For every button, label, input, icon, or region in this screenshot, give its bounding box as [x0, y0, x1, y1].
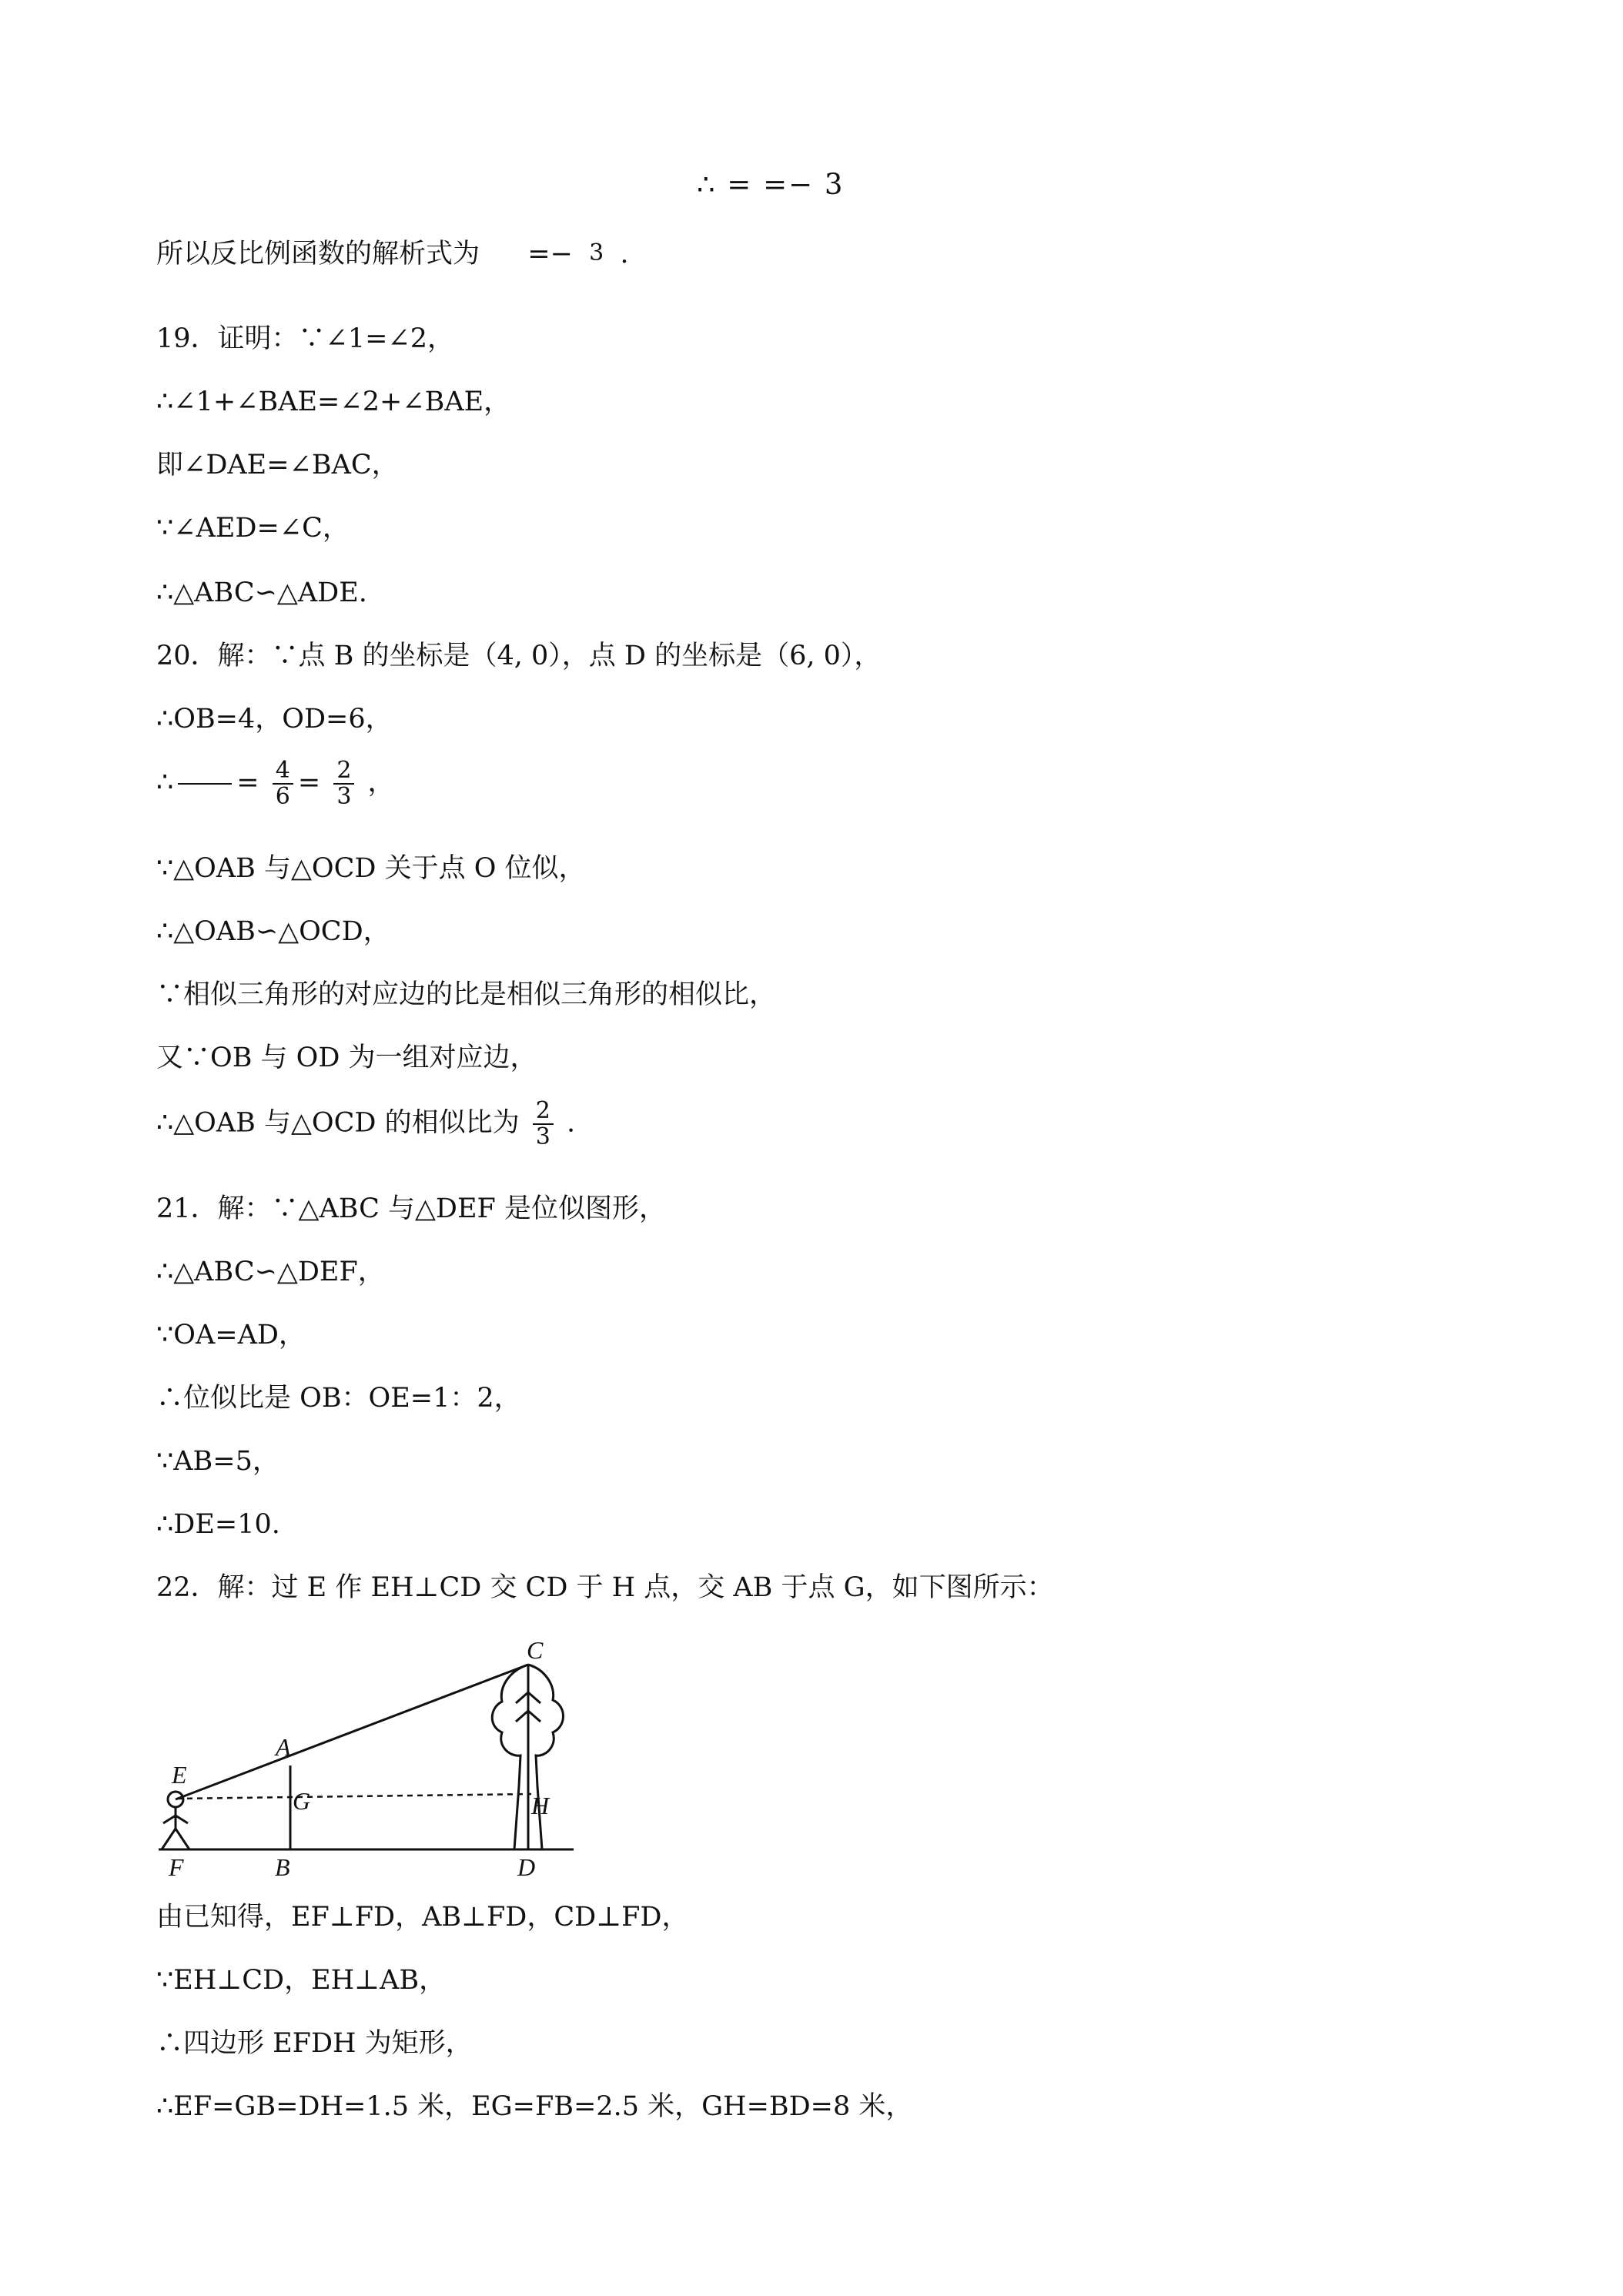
- p21-line-4: ∴位似比是 OB：OE=1：2，: [156, 1383, 521, 1414]
- p19-line-4: ∵∠AED=∠C，: [156, 513, 350, 544]
- p20-line-1: 20．解：∵点 B 的坐标是（4, 0），点 D 的坐标是（6, 0），: [156, 641, 882, 671]
- inverse-prefix: 所以反比例函数的解析式为: [156, 239, 480, 269]
- label-f: F: [169, 1853, 184, 1881]
- p19-line-2: ∴∠1+∠BAE=∠2+∠BAE，: [156, 387, 511, 417]
- p22-line-1: 22．解：过 E 作 EH⊥CD 交 CD 于 H 点，交 AB 于点 G，如下图所示：: [156, 1572, 1054, 1603]
- fraction-2-3-result: [533, 1099, 554, 1150]
- inverse-fraction: [586, 241, 607, 270]
- p20-line-4: ∵△OAB 与△OCD 关于点 O 位似，: [156, 853, 586, 884]
- inverse-function-line: [156, 235, 628, 273]
- p19-line-1: 19．证明：∵∠1=∠2，: [156, 323, 455, 354]
- p20-ratio-prefix: ∴: [156, 767, 174, 798]
- geometry-diagram: [154, 1625, 585, 1886]
- p20-line-2: ∴OB=4，OD=6，: [156, 704, 393, 735]
- p20-ratio-eq-1: =: [236, 767, 259, 798]
- inverse-equation: =−: [527, 239, 573, 269]
- fraction-numerator: 2: [336, 757, 352, 784]
- person-leg-right: [176, 1829, 189, 1849]
- sight-line-ec: [176, 1665, 528, 1799]
- p21-line-1: 21．解：∵△ABC 与△DEF 是位似图形，: [156, 1193, 666, 1224]
- top-equation: ∴ = =− 3: [697, 168, 845, 201]
- p21-line-3: ∵OA=AD，: [156, 1320, 306, 1350]
- p21-line-2: ∴△ABC∽△DEF，: [156, 1257, 385, 1287]
- tree-outline-left: [492, 1665, 528, 1849]
- label-c: C: [527, 1636, 544, 1664]
- p22-line-5: ∴EF=GB=DH=1.5 米，EG=FB=2.5 米，GH=BD=8 米，: [156, 2091, 913, 2122]
- fraction-numerator: 4: [275, 757, 290, 784]
- p20-line-6: ∵相似三角形的对应边的比是相似三角形的相似比，: [156, 979, 777, 1010]
- p20-line-5: ∴△OAB∽△OCD，: [156, 916, 390, 947]
- label-d: D: [517, 1853, 536, 1881]
- p20-similarity-prefix: ∴△OAB 与△OCD 的相似比为: [156, 1107, 520, 1139]
- p20-line-7: 又∵OB 与 OD 为一组对应边，: [156, 1043, 537, 1073]
- p22-line-4: ∴四边形 EFDH 为矩形，: [156, 2028, 473, 2059]
- fraction-4-6: [273, 758, 293, 809]
- p21-line-6: ∴DE=10.: [156, 1509, 280, 1540]
- fraction-numerator: 2: [535, 1097, 550, 1124]
- p20-similarity-end: .: [566, 1107, 576, 1139]
- person-leg-left: [162, 1829, 176, 1849]
- person-arm-right: [176, 1816, 188, 1823]
- label-a: A: [276, 1733, 291, 1761]
- fraction-denominator: 6: [273, 783, 293, 809]
- inverse-fraction-numerator: 3: [589, 239, 604, 266]
- p22-line-3: ∵EH⊥CD，EH⊥AB，: [156, 1965, 447, 1996]
- label-h: H: [531, 1792, 550, 1819]
- label-e: E: [172, 1761, 187, 1789]
- p21-line-5: ∵AB=5，: [156, 1446, 279, 1477]
- p20-ratio-line: [156, 758, 395, 809]
- p19-line-5: ∴△ABC∽△ADE.: [156, 577, 367, 608]
- fraction-denominator: 3: [333, 783, 354, 809]
- label-g: G: [293, 1787, 311, 1815]
- dashed-line-egh: [177, 1794, 531, 1799]
- p19-line-3: 即∠DAE=∠BAC，: [156, 450, 399, 480]
- p22-line-2: 由已知得，EF⊥FD，AB⊥FD，CD⊥FD，: [156, 1902, 689, 1933]
- inverse-end: .: [620, 239, 629, 269]
- tree-outline-right: [528, 1665, 564, 1849]
- fraction-denominator: 3: [533, 1123, 554, 1150]
- person-arm-left: [163, 1816, 176, 1823]
- p20-ratio-eq-2: =: [297, 767, 321, 798]
- p20-ratio-end: ，: [367, 767, 395, 798]
- label-b: B: [275, 1853, 290, 1881]
- p20-line-8: [156, 1099, 575, 1150]
- fraction-2-3: [333, 758, 354, 809]
- fraction-bar-blank: [178, 783, 232, 785]
